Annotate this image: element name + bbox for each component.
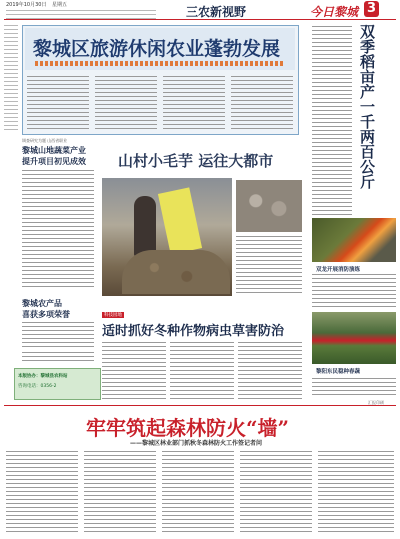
- photo-taro-closeup: [236, 180, 302, 232]
- masthead-rule: [4, 19, 396, 20]
- bottom-body-col-5: [318, 451, 394, 535]
- tech-body-col-2: [170, 342, 234, 400]
- bottom-body-col-2: [84, 451, 156, 535]
- side-body: [22, 170, 94, 290]
- right-column: [308, 22, 398, 407]
- tech-story: [100, 312, 305, 402]
- left-body-continued: [22, 352, 94, 364]
- weekday-text: 星期五: [52, 2, 68, 8]
- lead-banner: [25, 28, 295, 70]
- right-body-mid: [312, 274, 396, 308]
- brief-line1: 黎城农产品: [22, 298, 62, 308]
- masthead: [0, 0, 400, 22]
- caption-fire-drill: 双龙开展消防演练: [316, 267, 361, 273]
- side-story-left: [22, 138, 97, 293]
- photo-story: [100, 138, 305, 300]
- date-text: 2019年10月30日: [6, 2, 47, 8]
- bottom-body-col-1: [6, 451, 78, 535]
- photo-farm-field: [312, 312, 396, 364]
- lead-body-col-1: [27, 76, 89, 130]
- brief-body: [22, 322, 94, 350]
- page-number: 3: [366, 1, 377, 16]
- lead-story: [22, 25, 299, 135]
- side-kicker: 调查研究为题 山西省职业: [22, 138, 68, 143]
- bottom-headline: 牢牢筑起森林防火“墙”: [86, 416, 290, 440]
- photo-story-body: [236, 236, 302, 294]
- photo-taro-pile: [122, 250, 230, 294]
- photo-fire-drill: [312, 218, 396, 262]
- tech-headline: 适时抓好冬种作物病虫草害防治: [102, 324, 285, 339]
- tech-body-col-3: [238, 342, 302, 400]
- bottom-body-col-4: [240, 451, 312, 535]
- photo-headline: 山村小毛芋 运往大都市: [118, 152, 274, 170]
- photo-sack: [158, 187, 202, 254]
- bottom-story: [0, 407, 400, 537]
- paper-name: 今日黎城: [310, 5, 359, 19]
- right-body-bottom: [312, 378, 396, 398]
- bottom-body-col-3: [162, 451, 234, 535]
- lead-headline: 黎城区旅游休闲农业蓬勃发展: [33, 38, 281, 60]
- lead-deck-line: [35, 61, 285, 66]
- ad-line2: 咨询电话：0356-2: [18, 384, 57, 389]
- photo-person: [134, 196, 156, 256]
- ad-box: [14, 368, 101, 400]
- masthead-date: [6, 3, 67, 8]
- page-number-badge: [364, 1, 379, 17]
- section-title: 三农新视野: [186, 5, 247, 19]
- bottom-story-rule: [4, 405, 396, 406]
- side-headline-1: 黎城山地蔬菜产业: [22, 145, 86, 155]
- left-margin-text: [4, 25, 18, 133]
- right-footer-small: 汇报印刷: [368, 400, 384, 405]
- lead-body-col-3: [163, 76, 225, 130]
- lead-body-col-2: [95, 76, 157, 130]
- side-headline-2: 提升项目初见成效: [22, 156, 86, 166]
- tech-body-col-1: [102, 342, 166, 400]
- photo-taro-harvest: [102, 178, 232, 296]
- tech-tag: 科技园地: [104, 313, 122, 318]
- lead-body-col-4: [231, 76, 293, 130]
- right-vertical-headline: 双季稻亩产一千两百公斤: [358, 24, 376, 189]
- bottom-subheadline: ——黎城区林业部门抓秋冬森林防火工作签记者问: [130, 440, 263, 447]
- ad-line1: 本版协办：黎城县农科站: [18, 374, 68, 379]
- caption-farm: 黎阳东民稳种春蔬: [316, 369, 361, 375]
- left-brief: [22, 298, 97, 348]
- brief-line2: 喜获多项荣誉: [22, 309, 70, 319]
- right-body-top: [312, 26, 352, 216]
